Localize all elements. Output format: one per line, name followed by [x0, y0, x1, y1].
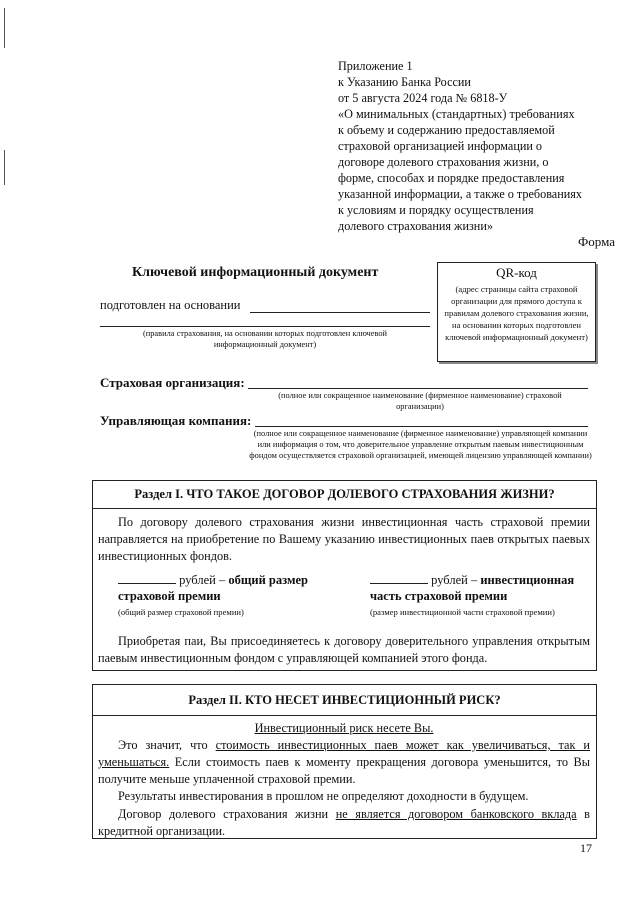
- section2-title-box: [92, 684, 597, 716]
- appendix-header: [338, 58, 608, 234]
- investment-premium: [370, 572, 590, 620]
- qr-code-box: [437, 262, 596, 362]
- appendix-line: форме, способах и порядке предоставления: [338, 171, 565, 185]
- basis-line-2[interactable]: [100, 326, 430, 327]
- section1-para2: Приобретая паи, Вы присоединяетесь к договору доверительного управления открытым паевым инвестиционным фондом с управляющей компанией этого фонда.: [98, 634, 590, 665]
- investment-premium-prefix: рублей –: [431, 573, 481, 587]
- investment-premium-blank[interactable]: [370, 573, 428, 584]
- appendix-line: к Указанию Банка России: [338, 75, 471, 89]
- total-premium-prefix: рублей –: [179, 573, 229, 587]
- insurer-label: Страховая организация:: [100, 375, 245, 390]
- total-premium-blank[interactable]: [118, 573, 176, 584]
- investment-premium-bold1: инвестиционная: [480, 573, 575, 587]
- total-premium-note: (общий размер страховой премии): [118, 607, 244, 617]
- section2-para1: [98, 737, 590, 788]
- appendix-line: указанной информации, а также о требованиях: [338, 187, 582, 201]
- section2-para3: [98, 806, 590, 840]
- manager-line[interactable]: [255, 426, 588, 427]
- insurer-note: (полное или сокращенное наименование (фирменное наименование) страховой организации): [278, 391, 562, 411]
- appendix-line: «О минимальных (стандартных) требованиях: [338, 107, 575, 121]
- appendix-line: Приложение 1: [338, 59, 413, 73]
- qr-title: QR-код: [496, 265, 537, 280]
- margin-mark: [4, 8, 5, 48]
- basis-note: (правила страхования, на основании которых подготовлен ключевой информационный документ): [142, 329, 388, 349]
- appendix-line: к условиям и порядку осуществления: [338, 203, 534, 217]
- section2-p1-start: Это значит, что: [118, 738, 216, 752]
- page-number: 17: [580, 841, 592, 855]
- appendix-line: к объему и содержанию предоставляемой: [338, 123, 555, 137]
- section2-para2: Результаты инвестирования в прошлом не определяют доходности в будущем.: [118, 789, 529, 803]
- section2-p3-start: Договор долевого страхования жизни: [118, 807, 336, 821]
- section2-p1-end: Если стоимость паев к моменту прекращения договора уменьшится, то Вы получите меньше уплаченной страховой премии.: [98, 755, 590, 786]
- total-premium-bold2: страховой премии: [118, 589, 221, 603]
- basis-line[interactable]: [250, 312, 430, 313]
- appendix-line: страховой организацией информации о: [338, 139, 543, 153]
- section1-title-box: [92, 480, 597, 509]
- appendix-line: договоре долевого страхования жизни, о: [338, 155, 549, 169]
- insurer-line[interactable]: [248, 388, 588, 389]
- section2-p3-underlined: не является договором банковского вклада: [335, 807, 577, 821]
- section2-p1-underlined: стоимость инвестиционных паев может как увеличиваться, так и уменьшаться.: [98, 738, 590, 769]
- total-premium: [118, 572, 338, 620]
- manager-label: Управляющая компания:: [100, 413, 252, 428]
- margin-mark: [4, 150, 5, 185]
- appendix-line: от 5 августа 2024 года № 6818-У: [338, 91, 508, 105]
- appendix-line: долевого страхования жизни»: [338, 219, 493, 233]
- section1-para1: По договору долевого страхования жизни инвестиционная часть страховой премии направляется на приобретение по Вашему указанию инвестиционных паев открытых паевых инвестиционных фондов.: [98, 515, 590, 563]
- qr-note: (адрес страницы сайта страховой организации для прямого доступа к правилам долевого страхования жизни, на основании которых подготовлен ключевой информационный документ): [444, 284, 589, 342]
- risk-statement: Инвестиционный риск несете Вы.: [254, 721, 434, 735]
- section1-title: Раздел I. ЧТО ТАКОЕ ДОГОВОР ДОЛЕВОГО СТРАХОВАНИЯ ЖИЗНИ?: [134, 487, 555, 501]
- section2-title: Раздел II. КТО НЕСЕТ ИНВЕСТИЦИОННЫЙ РИСК?: [188, 693, 501, 707]
- investment-premium-note: (размер инвестиционной части страховой премии): [370, 607, 555, 617]
- document-title: Ключевой информационный документ: [132, 265, 379, 280]
- total-premium-bold1: общий размер: [228, 573, 308, 587]
- investment-premium-bold2: часть страховой премии: [370, 589, 508, 603]
- section2-p3-end: в кредитной организации.: [98, 807, 590, 838]
- form-label: Форма: [578, 234, 615, 249]
- manager-note: (полное или сокращенное наименование (фирменное наименование) управляющей компании или информация о том, что доверительное управление открытым паевым инвестиционным фондом осуществляется страховой организацией, имеющей лицензию управляющей компании): [249, 429, 592, 460]
- basis-label: подготовлен на основании: [100, 298, 241, 312]
